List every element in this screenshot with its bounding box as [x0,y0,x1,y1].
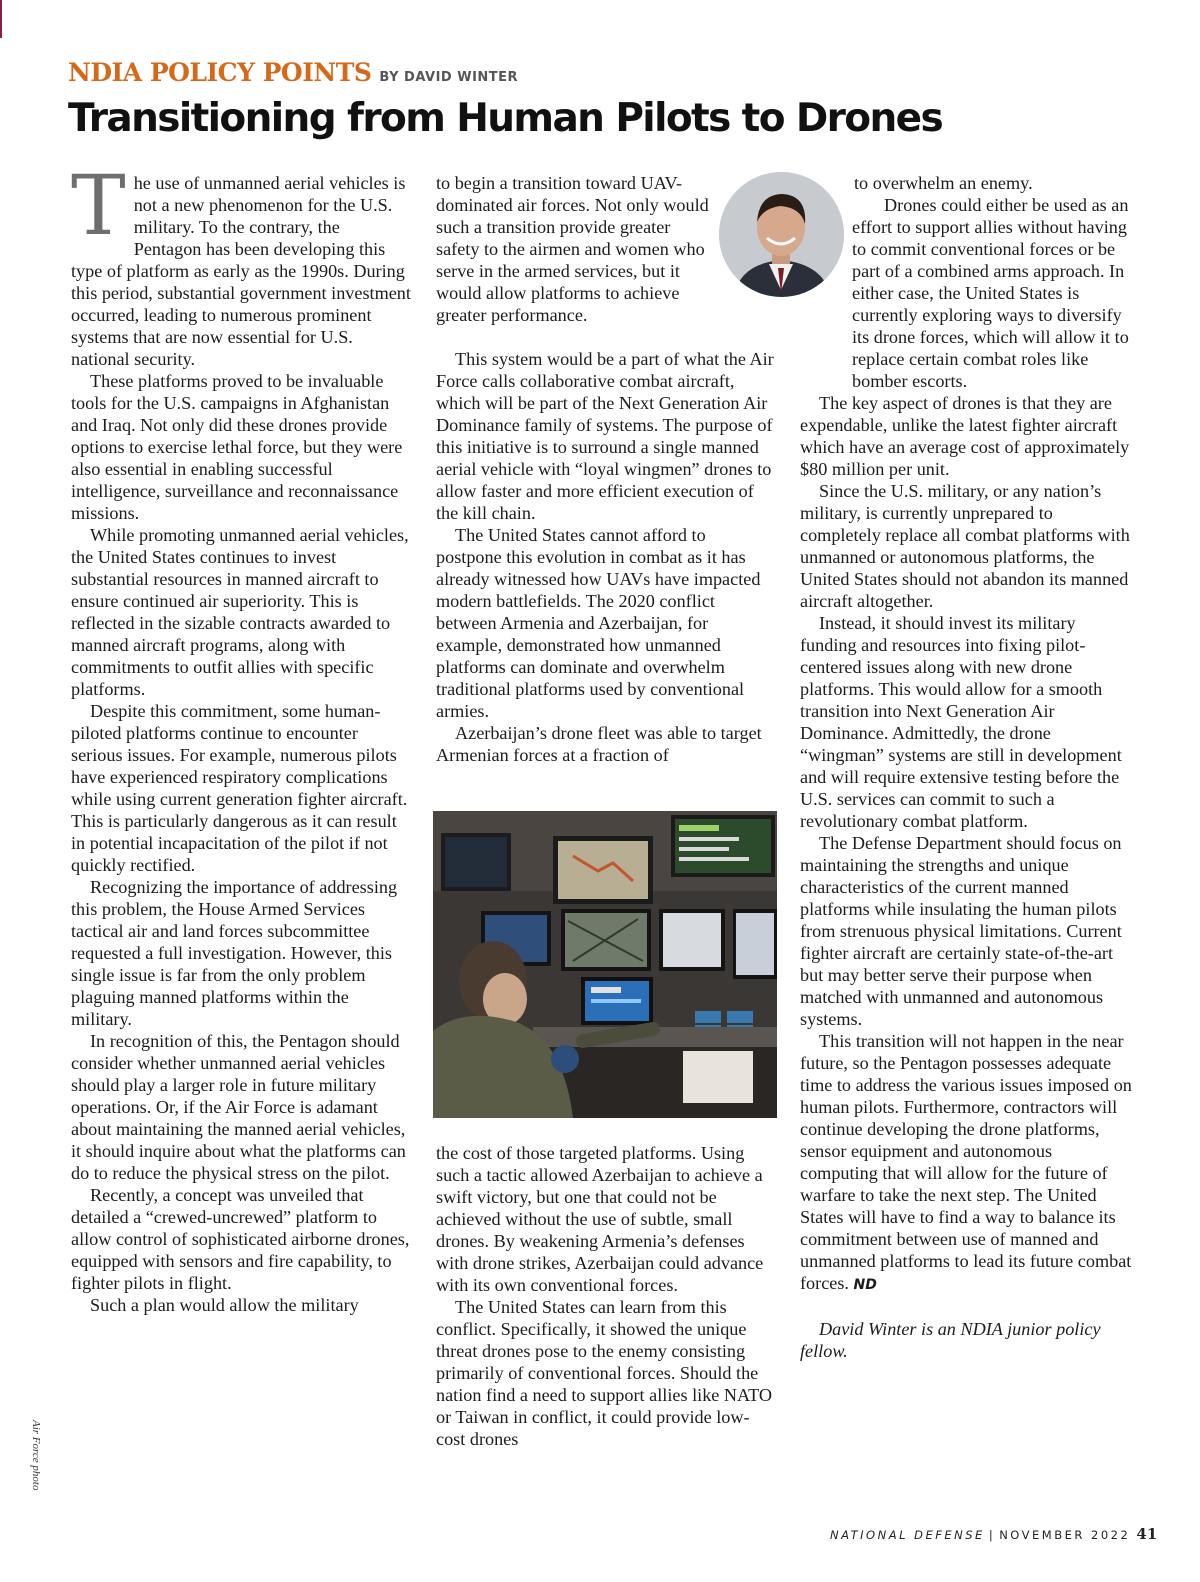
paragraph: Despite this commitment, some human-piloted platforms continue to encounter serious issues. For example, numerous pilots have experienced respiratory complications while using current generation fighter aircraft. This is particularly dangerous as it can result in potential incapacitation of the pilot if not quickly rectified. [71,701,408,875]
article-headline: Transitioning from Human Pilots to Drones [68,96,943,141]
page-footer [830,1525,1157,1543]
paragraph: The Defense Department should focus on maintaining the strengths and unique characteristics of the current manned platforms while insulating the human pilots from strenuous physical limitations. Current fighter aircraft are certainly state-of-the-art but may better serve their purpose when matched with unmanned and autonomous systems. [800,833,1122,1029]
issue-date: NOVEMBER 2022 [999,1528,1131,1542]
paragraph: This transition will not happen in the near future, so the Pentagon possesses adequate time to address the various issues imposed on human pilots. Furthermore, contractors will continue developing the drone platforms, sensor equipment and autonomous computing that will allow for the future of warfare to take the next step. The United States will have to find a way to balance its commitment between use of manned and unmanned platforms to lead its future combat forces. ND [800,1031,1132,1293]
drone-ground-control-station-image [433,811,777,1118]
paragraph: Recently, a concept was unveiled that detailed a “crewed-uncrewed” platform to allow control of sophisticated airborne drones, equipped with sensors and fire capability, to fighter pilots in flight. [71,1185,410,1293]
paragraph-wrapped: Drones could either be used as an effort to support allies without having to commit conventional forces or be part of a combined arms approach. In either case, the United States is currently exploring ways to diversify its drone forces, which will allow it to replace certain combat roles like bomber escorts. [852,195,1129,391]
paragraph: Since the U.S. military, or any nation’s military, is currently unprepared to completely replace all combat platforms with unmanned or autonomous platforms, the United States should not abandon its manned aircraft altogether. [800,481,1130,611]
paragraph: Instead, it should invest its military funding and resources into fixing pilot-centered issues along with new drone platforms. This would allow for a smooth transition into Next Generation Air Dominance. Admittedly, the drone “wingman” systems are still in development and will require extensive testing before the U.S. services can commit to such a revolutionary combat platform. [800,613,1122,831]
paragraph: The United States can learn from this conflict. Specifically, it showed the unique threat drones pose to the enemy consisting primarily of conventional forces. Should the nation find a need to support allies like NATO or Taiwan in conflict, it could provide low-cost drones [436,1297,773,1449]
paragraph: the cost of those targeted platforms. Using such a tactic allowed Azerbaijan to achieve a swift victory, but one that could not be achieved without the use of subtle, small drones. By weakening Armenia’s defenses with drone strikes, Azerbaijan could advance with its own conventional forces. [436,1143,764,1295]
page-number: 41 [1136,1525,1158,1543]
section-kicker [68,58,518,87]
article-column-2-top [436,172,718,326]
publication-name: NATIONAL DEFENSE [830,1528,985,1542]
paragraph: The use of unmanned aerial vehicles is not a new phenomenon for the U.S. military. To the contrary, the Pentagon has been developing this type of platform as early as the 1990s. During this period, substantial government investment occurred, leading to numerous prominent systems that are now essential for U.S. national security. [71,159,411,369]
article-column-2-bottom [436,1142,774,1450]
article-column-2-middle [436,348,774,766]
footer-separator: | [988,1528,996,1542]
article-column-3 [800,172,1133,1362]
paragraph: The United States cannot afford to postpone this evolution in combat as it has already witnessed how UAVs have impacted modern battlefields. The 2020 conflict between Armenia and Azerbaijan, for example, demonstrated how unmanned platforms can dominate and overwhelm traditional platforms used by conventional armies. [436,525,761,721]
byline: BY DAVID WINTER [379,70,519,85]
article-column-1 [71,159,411,1316]
page-edge-mark [0,0,2,38]
photo-credit: Air Force photo [30,1420,42,1491]
drop-cap: T [71,159,126,254]
sign-off: ND [853,1277,877,1293]
paragraph: Recognizing the importance of addressing this problem, the House Armed Services tactical air and land forces subcommittee requested a full investigation. However, this single issue is far from the only problem plaguing manned platforms within the military. [71,877,398,1029]
paragraph: Azerbaijan’s drone fleet was able to target Armenian forces at a fraction of [436,723,762,765]
paragraph: to overwhelm an enemy. [854,173,1033,193]
paragraph: While promoting unmanned aerial vehicles, the United States continues to invest substantial resources in manned aircraft to ensure continued air superiority. This is reflected in the sizable contracts awarded to manned aircraft programs, along with commitments to outfit allies with specific platforms. [71,525,409,699]
paragraph: In recognition of this, the Pentagon should consider whether unmanned aerial vehicles should play a larger role in future military operations. Or, if the Air Force is adamant about maintaining the manned aerial vehicles, it should inquire about what the platforms can do to reduce the physical stress on the pilot. [71,1031,406,1183]
paragraph: The key aspect of drones is that they are expendable, unlike the latest fighter aircraft which have an average cost of approximately $80 million per unit. [800,393,1130,479]
author-bio: David Winter is an NDIA junior policy fellow. [800,1319,1101,1361]
paragraph: This system would be a part of what the Air Force calls collaborative combat aircraft, which will be part of the Next Generation Air Dominance family of systems. The purpose of this initiative is to surround a single manned aerial vehicle with “loyal wingmen” drones to allow faster and more efficient execution of the kill chain. [436,349,774,523]
section-title: NDIA POLICY POINTS [68,58,372,87]
paragraph: Such a plan would allow the military [90,1295,359,1315]
control-room-photo [433,811,777,1118]
paragraph: to begin a transition toward UAV-dominated air forces. Not only would such a transition provide greater safety to the airmen and women who serve in the armed services, but it would allow platforms to achieve greater performance. [436,173,709,325]
paragraph: These platforms proved to be invaluable tools for the U.S. campaigns in Afghanistan and Iraq. Not only did these drones provide options to exercise lethal force, but they were also essential in enabling successful intelligence, surveillance and reconnaissance missions. [71,371,403,523]
